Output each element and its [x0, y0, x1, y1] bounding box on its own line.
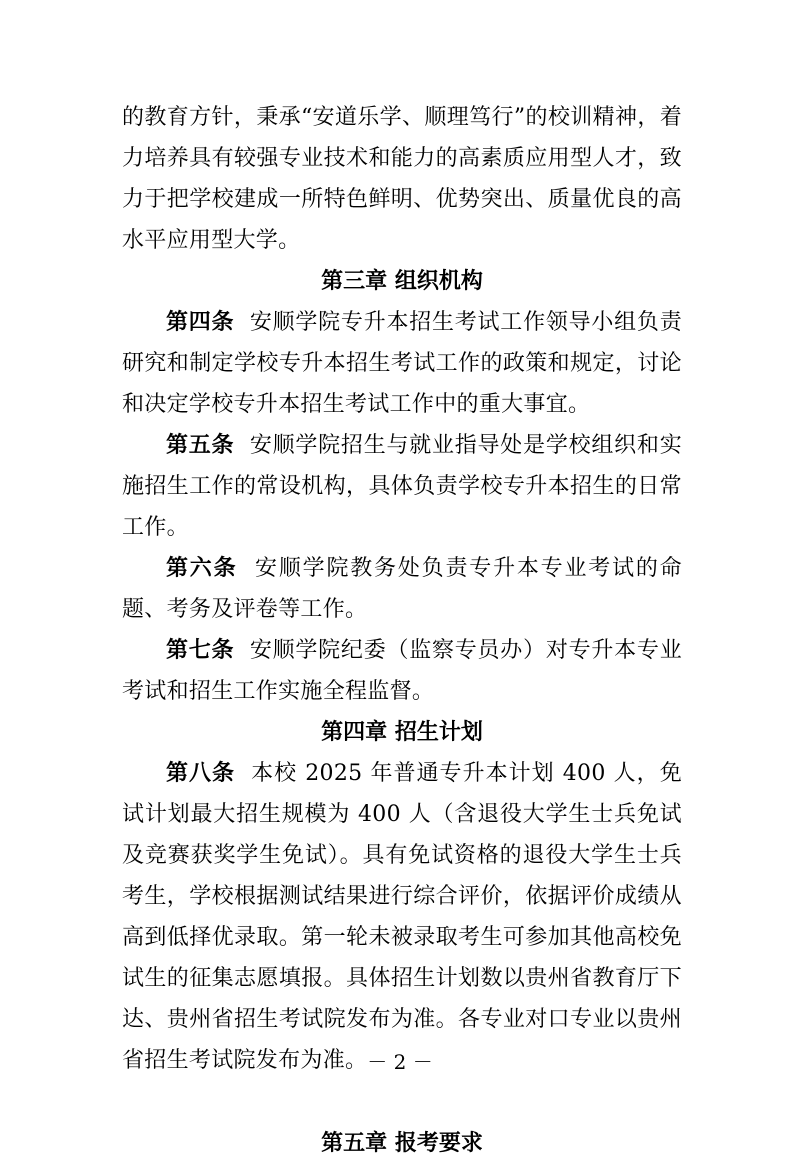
article-4-text: 安顺学院专升本招生考试工作领导小组负责研究和制定学校专升本招生考试工作的政策和规定，讨论和决定学校专升本招生考试工作中的重大事宜。: [122, 310, 682, 417]
article-7-text: 安顺学院纪委（监察专员办）对专升本专业考试和招生工作实施全程监督。: [122, 638, 682, 704]
chapter-4-title: 第四章 招生计划: [321, 720, 483, 745]
intro-paragraph: 的教育方针，秉承“安道乐学、顺理笃行”的校训精神，着力培养具有较强专业技术和能力的高素质应用型人才，致力于把学校建成一所特色鲜明、优势突出、质量优良的高水平应用型大学。: [122, 105, 682, 253]
article-5: [122, 425, 682, 548]
article-6-label: 第六条: [166, 556, 238, 581]
section-gap: [122, 1081, 682, 1123]
article-4-label: 第四条: [166, 310, 235, 335]
article-5-label: 第五条: [166, 433, 235, 458]
chapter-5-title: 第五章 报考要求: [321, 1131, 483, 1156]
document-body: [122, 97, 682, 1164]
article-5-text: 安顺学院招生与就业指导处是学校组织和实施招生工作的常设机构，具体负责学校专升本招生的日常工作。: [122, 433, 682, 540]
article-7: [122, 630, 682, 712]
article-7-label: 第七条: [166, 638, 235, 663]
article-6-text: 安顺学院教务处负责专升本专业考试的命题、考务及评卷等工作。: [122, 556, 683, 622]
article-8-label: 第八条: [166, 761, 236, 786]
article-4: [122, 302, 682, 425]
page-number: － 2 －: [367, 1050, 433, 1074]
article-6: [122, 548, 682, 630]
article-8: [122, 753, 682, 1081]
chapter-3-title: 第三章 组织机构: [321, 269, 483, 294]
article-8-text: 本校 2025 年普通专升本计划 400 人，免试计划最大招生规模为 400 人（含退役大学生士兵免试及竞赛获奖学生免试）。具有免试资格的退役大学生士兵考生，学校根据测试结果进行综合评价，依据评价成绩从高到低择优录取。第一轮未被录取考生可参加其他高校免试生的征集志愿填报。具体招生计划数以贵州省教育厅下达、贵州省招生考试院发布为准。各专业对口专业以贵州省招生考试院发布为准。: [122, 761, 682, 1073]
